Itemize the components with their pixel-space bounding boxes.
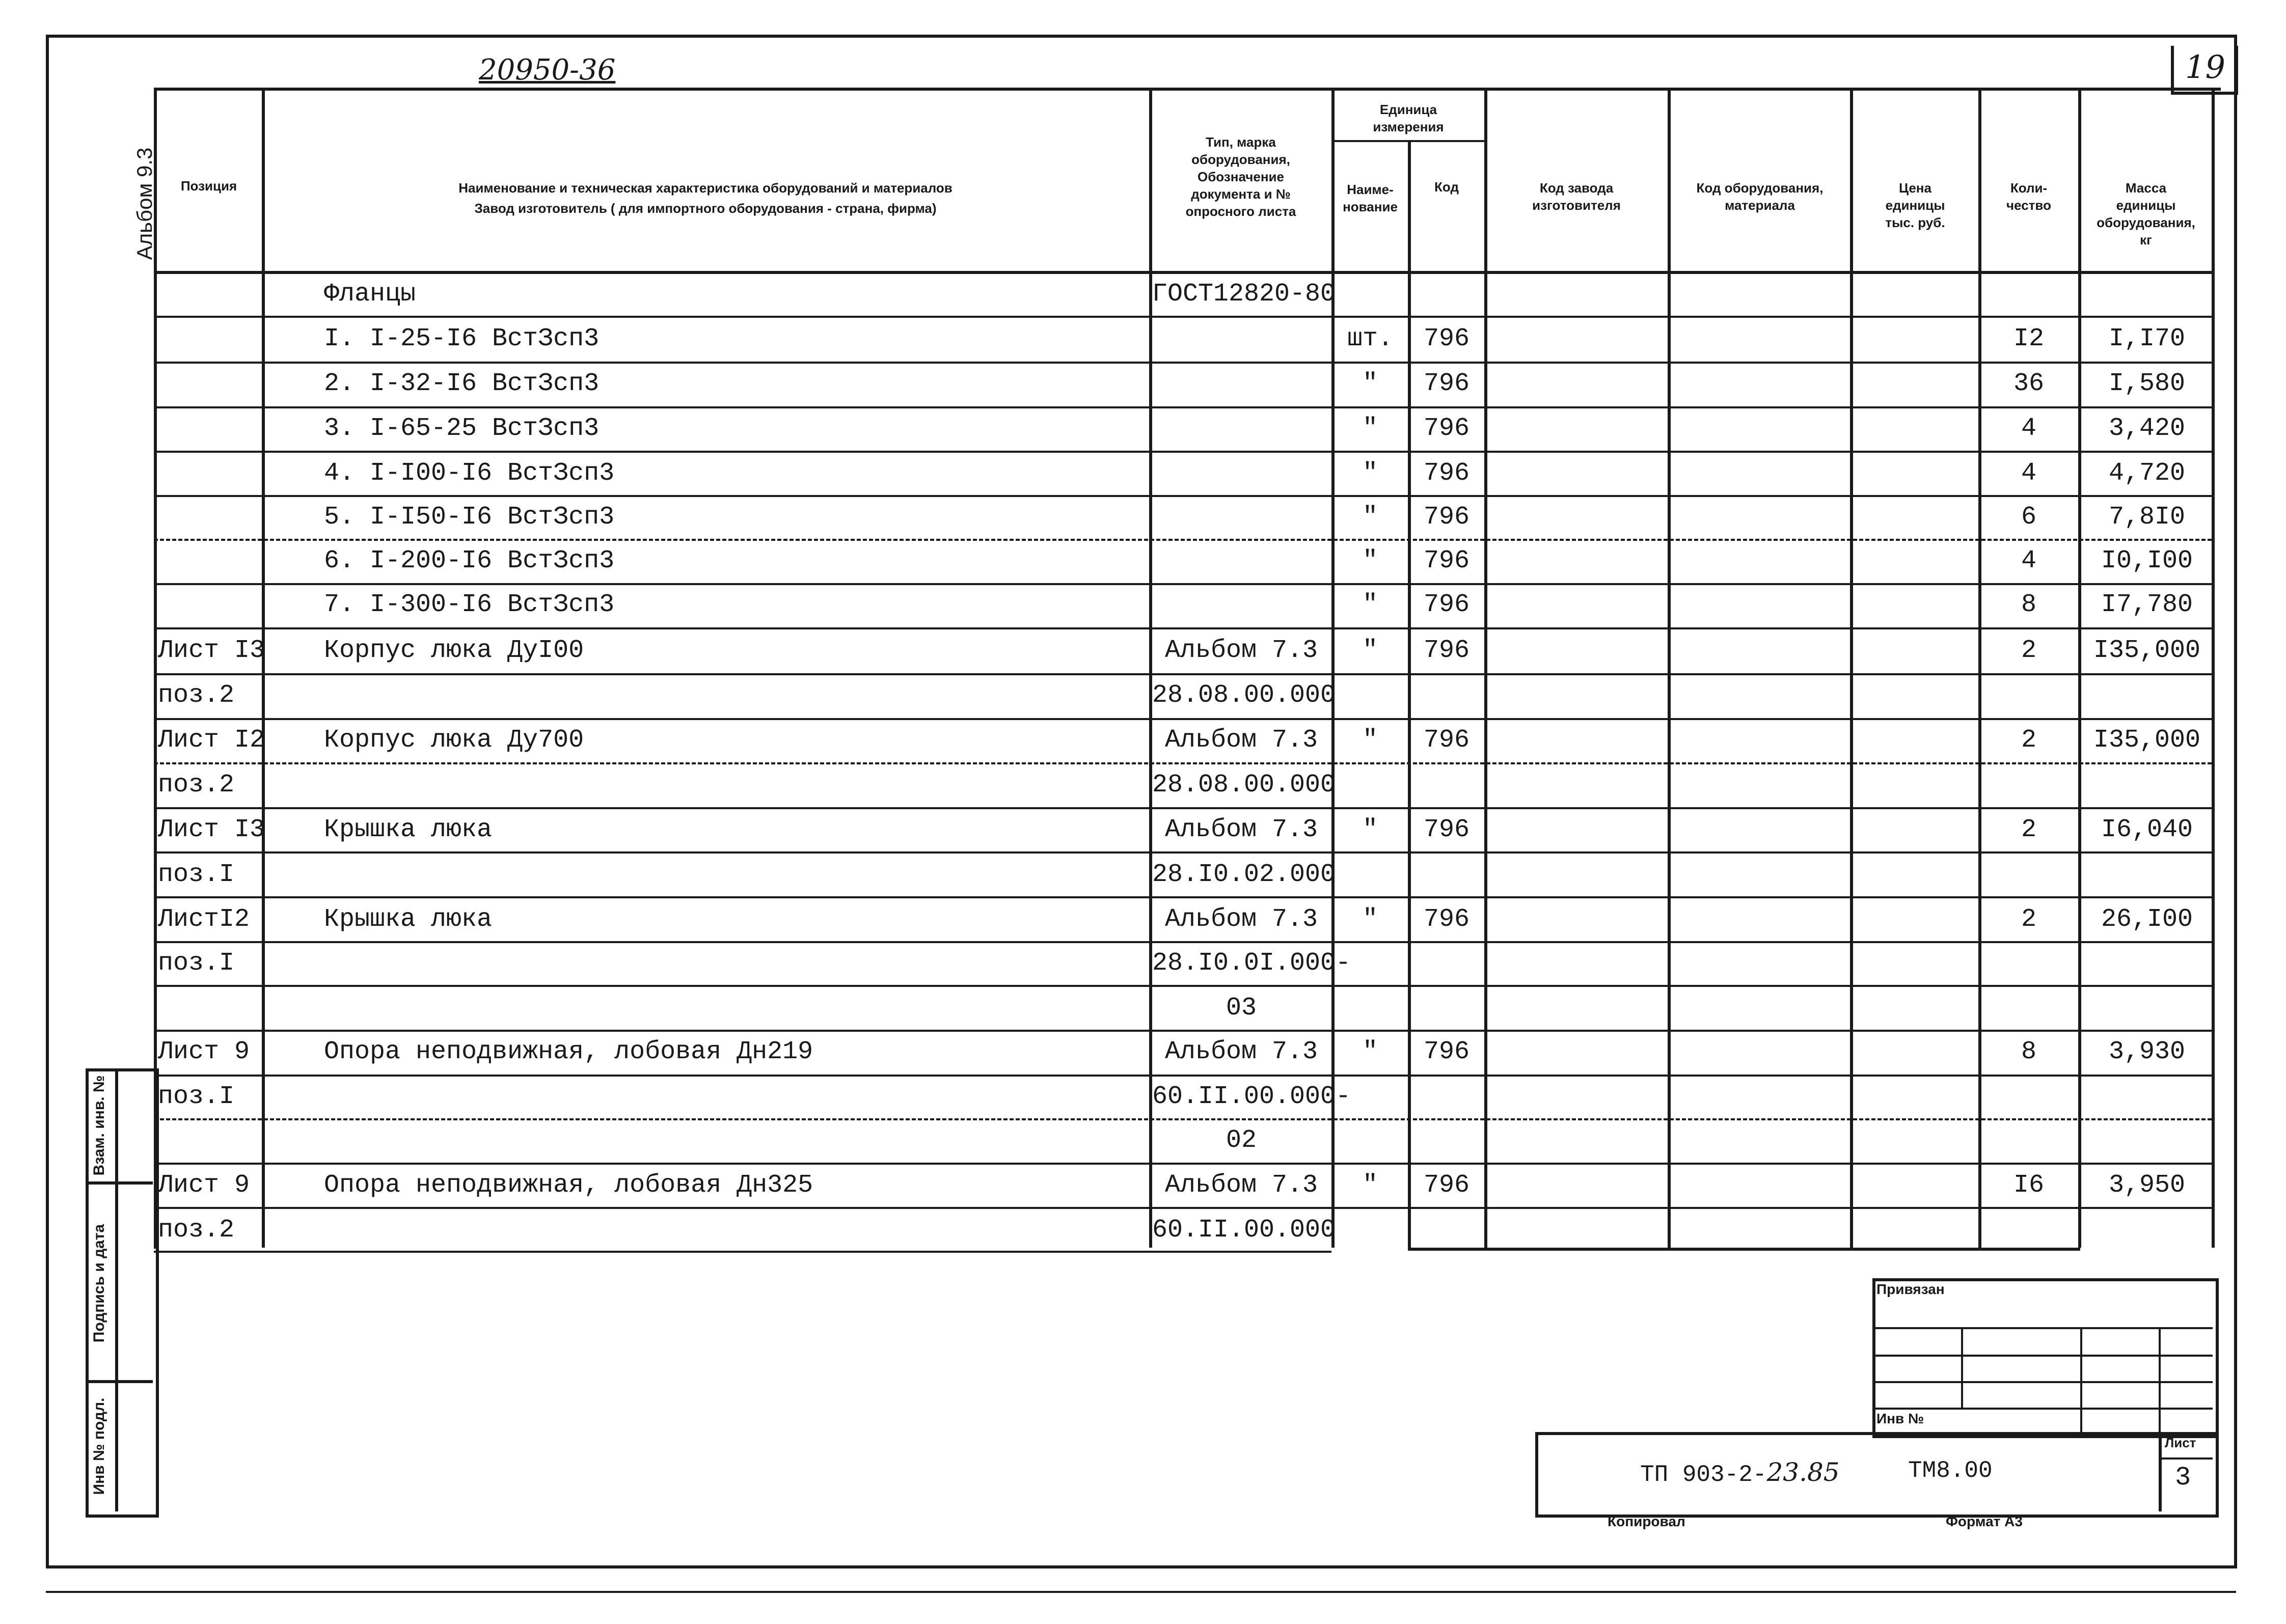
row-unit-code: 796 (1423, 726, 1469, 755)
row-name: Опора неподвижная, лобовая Дн325 (324, 1171, 813, 1200)
row-type-mark: 28.I0.02.000 (1152, 860, 1336, 889)
header-name-line1: Наименование и техническая характеристика оборудований и материалов (458, 180, 953, 196)
row-unit-code: 796 (1423, 590, 1469, 619)
row-quantity: 36 (2013, 369, 2044, 398)
privyazan-label: Привязан (1876, 1281, 1945, 1297)
row-unit-code: 796 (1423, 905, 1469, 934)
header-unit-name: Наиме- нование (1343, 182, 1398, 214)
row-name: 3. I-65-25 ВстЗсп3 (324, 414, 600, 443)
row-unit: шт. (1347, 324, 1393, 353)
row-position: Лист I2 (158, 726, 265, 755)
header-unit-code: Код (1434, 179, 1459, 195)
row-mass: I35,000 (2093, 636, 2201, 665)
header-mass: Масса единицы оборудования, кг (2097, 180, 2195, 247)
row-mass: 7,8I0 (2108, 503, 2186, 532)
row-mass: 26,I00 (2101, 905, 2193, 934)
sheet-code: ТМ8.00 (1908, 1457, 1993, 1484)
row-unit-code: 796 (1423, 459, 1469, 488)
row-unit: " (1362, 726, 1378, 755)
row-unit-code: 796 (1423, 546, 1469, 575)
row-unit-code: 796 (1423, 636, 1469, 665)
header-unit-group: Единица измерения (1373, 102, 1444, 134)
row-quantity: 8 (2021, 590, 2036, 619)
main-title-block (1535, 1432, 2219, 1518)
row-unit: " (1362, 414, 1378, 443)
row-position: Лист I3 (158, 636, 265, 665)
row-name: Крышка люка (324, 815, 493, 844)
doc-number-handwritten: 20950-36 (479, 53, 616, 87)
row-mass: I,580 (2108, 369, 2186, 398)
row-type-mark: 28.08.00.000 (1152, 770, 1336, 800)
row-unit: " (1362, 1171, 1378, 1200)
row-unit: " (1362, 636, 1378, 665)
row-mass: I,I70 (2108, 324, 2186, 353)
row-name: 6. I-200-I6 ВстЗсп3 (324, 546, 615, 575)
row-type-mark: 60.II.00.000 (1152, 1216, 1336, 1245)
row-name: Опора неподвижная, лобовая Дн219 (324, 1037, 813, 1066)
header-position: Позиция (180, 178, 237, 194)
row-position: Лист 9 (158, 1171, 250, 1200)
row-type-mark: Альбом 7.3 (1164, 1171, 1318, 1200)
row-type-mark: Альбом 7.3 (1164, 905, 1318, 934)
row-unit-code: 796 (1423, 503, 1469, 532)
row-type-mark: 02 (1226, 1126, 1257, 1155)
row-mass: 3,950 (2108, 1171, 2186, 1200)
row-name: Корпус люка ДуI00 (324, 636, 584, 665)
row-mass: 4,720 (2108, 459, 2186, 488)
row-type-mark: 28.08.00.000 (1152, 681, 1336, 710)
header-type-mark: Тип, марка оборудования, Обозначение документа и № опросного листа (1185, 134, 1296, 219)
row-unit: " (1362, 590, 1378, 619)
row-unit: " (1362, 1037, 1378, 1066)
row-position: поз.I (158, 1082, 235, 1111)
row-mass: 3,930 (2108, 1037, 2186, 1066)
inv-no-label: Инв № (1876, 1411, 1924, 1426)
row-type-mark: ГОСТ12820-80 (1152, 280, 1336, 309)
doc-code: ТП 903-2-23.85 (1640, 1457, 1840, 1488)
format-label: Формат А3 (1946, 1513, 2023, 1529)
row-unit: " (1362, 459, 1378, 488)
row-quantity: 4 (2021, 459, 2036, 488)
row-quantity: 2 (2021, 636, 2036, 665)
copied-by-label: Копировал (1608, 1513, 1685, 1529)
stamp-podpis: Подпись и дата (91, 1224, 107, 1343)
row-unit-code: 796 (1423, 815, 1469, 844)
row-quantity: 8 (2021, 1037, 2036, 1066)
row-position: поз.2 (158, 1216, 235, 1245)
row-quantity: I6 (2013, 1171, 2044, 1200)
row-unit: " (1362, 369, 1378, 398)
row-mass: I7,780 (2101, 590, 2193, 619)
row-position: поз.2 (158, 770, 235, 800)
row-position: поз.I (158, 949, 235, 978)
row-quantity: 2 (2021, 815, 2036, 844)
row-quantity: 4 (2021, 546, 2036, 575)
row-mass: I35,000 (2093, 726, 2201, 755)
row-type-mark: Альбом 7.3 (1164, 636, 1318, 665)
privyazan-block (1872, 1278, 2219, 1438)
list-label: Лист (2165, 1435, 2196, 1450)
stamp-inv-podl: Инв № подл. (91, 1397, 107, 1495)
row-unit-code: 796 (1423, 1037, 1469, 1066)
row-unit: " (1362, 546, 1378, 575)
row-unit-code: 796 (1423, 369, 1469, 398)
row-mass: 3,420 (2108, 414, 2186, 443)
row-name: 4. I-I00-I6 ВстЗсп3 (324, 459, 615, 488)
row-quantity: I2 (2013, 324, 2044, 353)
row-mass: I6,040 (2101, 815, 2193, 844)
row-unit: " (1362, 905, 1378, 934)
row-quantity: 2 (2021, 726, 2036, 755)
row-position: поз.I (158, 860, 235, 889)
row-position: поз.2 (158, 681, 235, 710)
page-number: 19 (2185, 48, 2225, 86)
row-unit: " (1362, 503, 1378, 532)
row-position: Лист 9 (158, 1037, 250, 1066)
list-number: 3 (2175, 1463, 2191, 1493)
row-type-mark: 60.II.00.000- (1152, 1082, 1351, 1111)
row-position: ЛистI2 (158, 905, 250, 934)
row-quantity: 2 (2021, 905, 2036, 934)
row-name: 7. I-300-I6 ВстЗсп3 (324, 590, 615, 619)
row-name: I. I-25-I6 ВстЗсп3 (324, 324, 600, 353)
row-mass: I0,I00 (2101, 546, 2193, 575)
row-name: Корпус люка Ду700 (324, 726, 584, 755)
row-unit-code: 796 (1423, 414, 1469, 443)
row-name: 5. I-I50-I6 ВстЗсп3 (324, 503, 615, 532)
header-price: Цена единицы тыс. руб. (1885, 180, 1945, 230)
row-type-mark: Альбом 7.3 (1164, 815, 1318, 844)
stamp-vzam: Взам. инв. № (91, 1075, 107, 1176)
row-unit-code: 796 (1423, 1171, 1469, 1200)
row-position: Лист I3 (158, 815, 265, 844)
row-type-mark: Альбом 7.3 (1164, 726, 1318, 755)
row-type-mark: 28.I0.0I.000- (1152, 949, 1351, 978)
header-name-line2: Завод изготовитель ( для импортного оборудования - страна, фирма) (474, 201, 937, 216)
header-equip-code: Код оборудования, материала (1696, 180, 1824, 213)
row-name: Фланцы (324, 280, 416, 309)
row-unit: " (1362, 815, 1378, 844)
row-name: Крышка люка (324, 905, 493, 934)
row-type-mark: Альбом 7.3 (1164, 1037, 1318, 1066)
header-qty: Коли- чество (2006, 180, 2051, 213)
row-quantity: 4 (2021, 414, 2036, 443)
album-label: Альбом 9.3 (132, 147, 156, 260)
row-name: 2. I-32-I6 ВстЗсп3 (324, 369, 600, 398)
bottom-edge-line (46, 1591, 2236, 1593)
row-type-mark: 03 (1226, 994, 1257, 1023)
header-plant-code: Код завода изготовителя (1532, 180, 1621, 213)
row-quantity: 6 (2021, 503, 2036, 532)
row-unit-code: 796 (1423, 324, 1469, 353)
